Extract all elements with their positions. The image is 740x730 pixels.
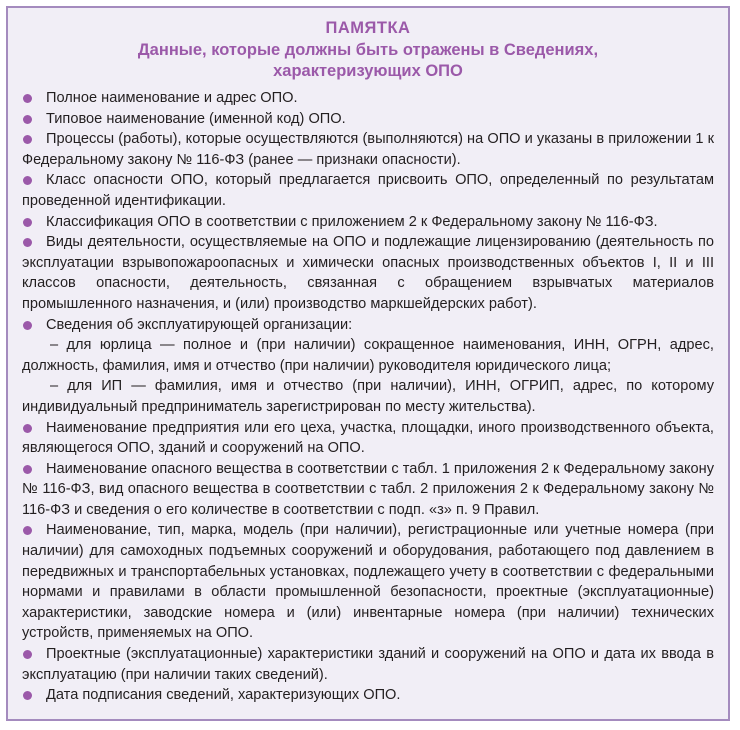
list-item [22,644,714,685]
bullet-icon [23,135,32,144]
bullet-icon [23,650,32,659]
list-item-text: Проектные (эксплуатационные) характеристики зданий и сооружений на ОПО и дата их ввода в эксплуатацию (при наличии таких сведений). [22,646,714,683]
list-item [22,129,714,170]
list-item [22,212,714,233]
list-item-text: Дата подписания сведений, характеризующих ОПО. [46,687,401,704]
list-item [22,109,714,130]
bullet-icon [23,176,32,185]
bullet-icon [23,691,32,700]
memo-panel [6,6,730,721]
list-item-text: Наименование опасного вещества в соответствии с табл. 1 приложения 2 к Федеральному закону № 116-ФЗ, вид опасного вещества в соответствии с табл. 2 приложения 2 к Федеральному закону № 116-ФЗ и сведения о его количестве в соответствии с подп. «з» п. 9 Правил. [22,460,714,518]
list-item-text: Процессы (работы), которые осуществляются (выполняются) на ОПО и указаны в приложении 1 к Федеральному закону № 116-ФЗ (ранее — признаки опасности). [22,131,714,168]
memo-subtitle [22,40,714,82]
list-item [22,520,714,644]
bullet-icon [23,465,32,474]
memo-title: ПАМЯТКА [325,19,411,37]
sub-list-item: – для ИП — фамилия, имя и отчество (при наличии), ИНН, ОГРИП, адрес, по которому индивидуальный предприниматель зарегистрирован по месту жительства). [22,378,714,415]
list-item-text: Полное наименование и адрес ОПО. [46,90,298,106]
memo-subtitle-line-2: характеризующих ОПО [273,62,463,80]
list-item-text: Классификация ОПО в соответствии с приложением 2 к Федеральному закону № 116-ФЗ. [46,213,658,230]
bullet-icon [23,321,32,330]
sub-list-item: – для юрлица — полное и (при наличии) сокращенное наименования, ИНН, ОГРН, адрес, должность, фамилия, имя и отчество (при наличии) руководителя юридического лица; [22,337,714,374]
list-item [22,685,714,706]
list-item [22,459,714,521]
list-item-text: Виды деятельности, осуществляемые на ОПО и подлежащие лицензированию (деятельность по эксплуатации взрывопожароопасных и химически опасных производственных объектов I, II и III классов опасности, деятельность, связанная с обращением взрывчатых материалов промышленного назначения, и (или) производство маркшейдерских работ). [22,234,714,312]
bullet-icon [23,115,32,124]
bullet-icon [23,526,32,535]
bullet-icon [23,238,32,247]
bullet-icon [23,94,32,103]
list-item-text: Сведения об эксплуатирующей организации: [46,316,353,333]
list-item-text: Наименование предприятия или его цеха, участка, площадки, иного производственного объекта, являющегося ОПО, зданий и сооружений на ОПО. [22,419,714,457]
list-item-text: Наименование, тип, марка, модель (при наличии), регистрационные или учетные номера (при наличии) для самоходных подъемных сооружений и оборудования, работающего под давлением в передвижных и транспортабельных установках, подлежащего учету в соответствии с федеральными нормами и правилами в области промышленной безопасности, проектные (эксплуатационные) характеристики, заводские номера и (или) инвентарные номера (при наличии) технических устройств, применяемых на ОПО. [22,522,714,642]
bullet-icon [23,424,32,433]
memo-subtitle-line-1: Данные, которые должны быть отражены в Сведениях, [137,41,599,59]
list-item [22,418,714,459]
bullet-icon [23,218,32,227]
memo-list [22,88,714,706]
list-item [22,315,714,418]
list-item [22,170,714,211]
list-item-text: Типовое наименование (именной код) ОПО. [46,110,346,127]
list-item-text: Класс опасности ОПО, который предлагается присвоить ОПО, определенный по результатам проведенной идентификации. [22,172,714,209]
list-item [22,232,714,314]
list-item [22,88,714,109]
